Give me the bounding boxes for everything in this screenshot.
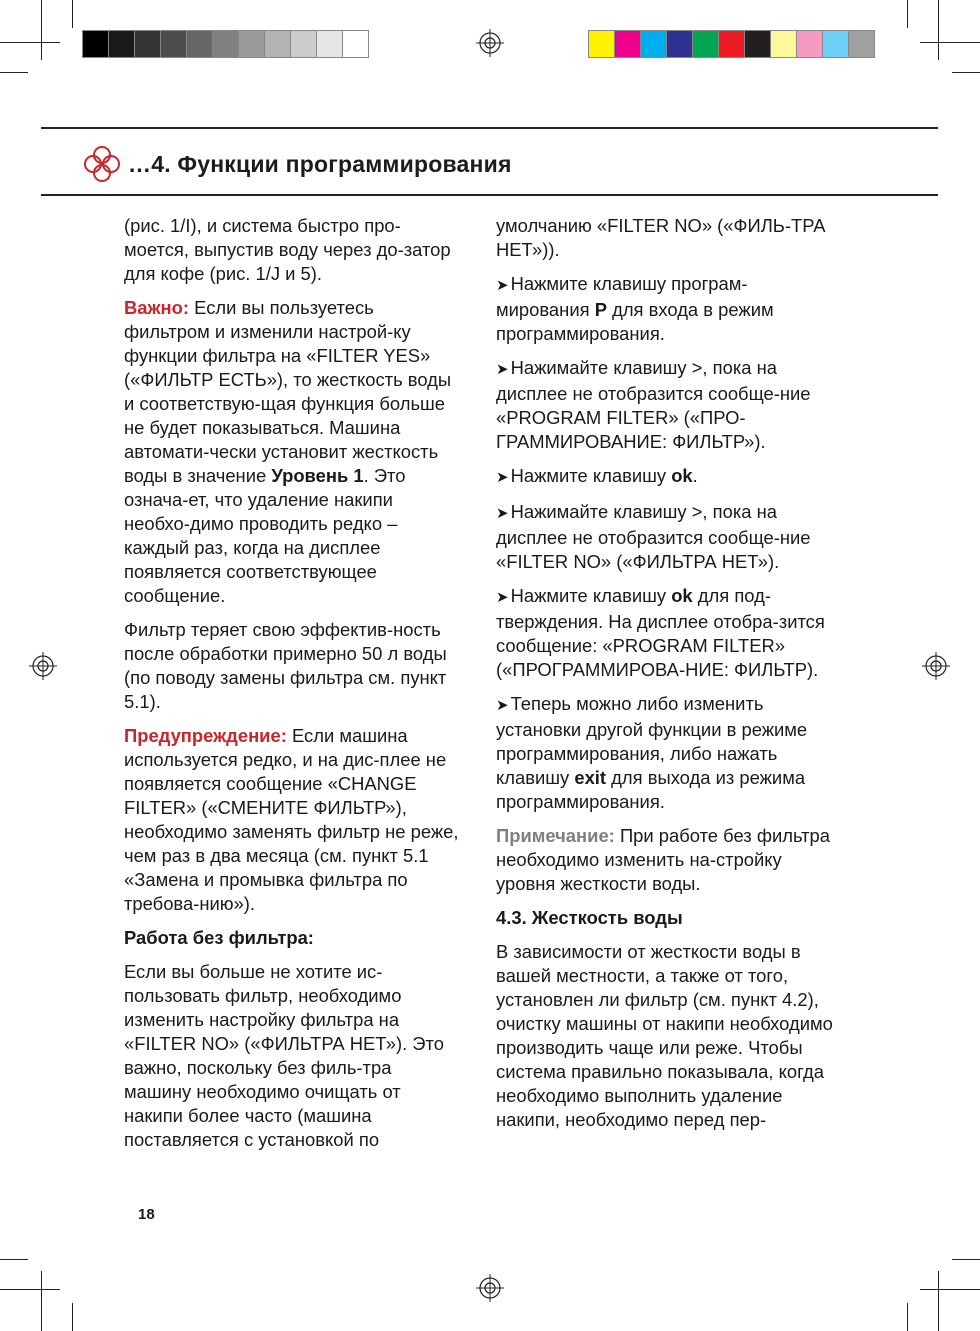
color-swatch	[134, 30, 161, 58]
important-paragraph	[124, 296, 459, 608]
important-label: Важно:	[124, 297, 190, 318]
left-column	[124, 214, 459, 1162]
color-swatch	[108, 30, 135, 58]
header-bottom-rule	[41, 194, 938, 196]
color-swatch	[186, 30, 213, 58]
crop-mark	[72, 0, 73, 28]
crop-mark	[41, 0, 42, 60]
step-item: ➤ Нажмите клавишу ok для под-тверждения. На дисплее отобра-зится сообщение: «PROGRAM FILTER» («ПРОГРАММИРОВА-НИЕ: ФИЛЬТР).	[496, 585, 825, 680]
color-swatch	[744, 30, 771, 58]
arrow-bullet-icon: ➤	[496, 361, 509, 378]
color-swatch	[588, 30, 615, 58]
color-swatch	[640, 30, 667, 58]
arrow-bullet-icon: ➤	[496, 589, 509, 606]
color-swatch	[160, 30, 187, 58]
crop-mark	[952, 1259, 980, 1260]
step-item: ➤ Нажимайте клавишу >, пока на дисплее не отобразится сообще-ние «PROGRAM FILTER» («ПРО-ГРАММИРОВАНИЕ: ФИЛЬТР»).	[496, 357, 811, 452]
color-swatch	[718, 30, 745, 58]
grayscale-calibration-bar	[82, 30, 368, 58]
color-swatch	[770, 30, 797, 58]
color-swatch	[238, 30, 265, 58]
color-swatch	[692, 30, 719, 58]
level-value: Уровень 1	[271, 465, 364, 486]
crop-mark	[0, 72, 28, 73]
crop-mark	[952, 72, 980, 73]
arrow-bullet-icon: ➤	[496, 277, 509, 294]
registration-mark-icon	[922, 652, 950, 680]
color-swatch	[212, 30, 239, 58]
important-text: Если вы пользуетесь фильтром и изменили настрой-ку функции фильтра на «FILTER YES» («ФИЛЬТР ЕСТЬ»), то жесткость воды и соответствую-щая функция больше не будет показываться. Машина автомати-чески установит жесткость воды в значение	[124, 297, 452, 486]
crop-mark	[907, 0, 908, 28]
warning-text: Если машина используется редко, и на дис-плее не появляется сообщение «CHANGE FILTER» («СМЕНИТЕ ФИЛЬТР»), необходимо заменять фильтр не реже, чем раз в два месяца (см. пункт 5.1 «Замена и промывка фильтра по требова-нию»).	[124, 725, 459, 914]
step-item: ➤ Нажмите клавишу ok.	[496, 465, 698, 486]
step-item: ➤ Нажимайте клавишу >, пока на дисплее не отобразится сообще-ние «FILTER NO» («ФИЛЬТРА НЕТ»).	[496, 501, 811, 572]
color-swatch	[822, 30, 849, 58]
note-text: При работе без фильтра необходимо изменить на-стройку уровня жесткости воды.	[496, 825, 830, 894]
section-heading: 4.3. Жесткость воды	[496, 907, 683, 928]
warning-label: Предупреждение:	[124, 725, 287, 746]
step-item: ➤ Нажмите клавишу програм-мирования P для входа в режим программирования.	[496, 273, 774, 344]
crop-mark	[0, 1259, 28, 1260]
paragraph: (рис. 1/I), и система быстро про-моется, выпустив воду через до-затор для кофе (рис. 1/J и 5).	[124, 215, 451, 284]
paragraph: Фильтр теряет свою эффектив-ность после обработки примерно 50 л воды (по поводу замены фильтра см. пункт 5.1).	[124, 619, 447, 712]
brand-flower-icon	[82, 144, 122, 184]
crop-mark	[0, 42, 60, 43]
crop-mark	[938, 0, 939, 60]
color-swatch	[342, 30, 369, 58]
paragraph: Если вы больше не хотите ис-пользовать фильтр, необходимо изменить настройку фильтра на «FILTER NO» («ФИЛЬТРА НЕТ»). Это важно, поскольку без филь-тра машину необходимо очищать от накипи более часто (машина поставляется с установкой по	[124, 961, 444, 1150]
crop-mark	[0, 1289, 60, 1290]
step-item: ➤ Теперь можно либо изменить установки другой функции в режиме программирования, либо нажать клавишу exit для выхода из режима программирования.	[496, 693, 808, 812]
registration-mark-icon	[476, 1274, 504, 1302]
crop-mark	[72, 1303, 73, 1331]
note-paragraph	[496, 824, 836, 896]
crop-mark	[41, 1271, 42, 1331]
color-swatch	[264, 30, 291, 58]
crop-mark	[907, 1303, 908, 1331]
arrow-bullet-icon: ➤	[496, 505, 509, 522]
color-swatch	[82, 30, 109, 58]
page-number: 18	[138, 1206, 155, 1223]
arrow-bullet-icon: ➤	[496, 469, 509, 486]
important-text-cont: . Это означа-ет, что удаление накипи необхо-димо проводить редко – каждый раз, когда на дисплее появляется соответствующее сообщение.	[124, 465, 406, 606]
color-swatch	[614, 30, 641, 58]
paragraph: умолчанию «FILTER NO» («ФИЛЬ-ТРА НЕТ»)).	[496, 215, 826, 260]
color-swatch	[316, 30, 343, 58]
right-column	[496, 214, 836, 1142]
subheading: Работа без фильтра:	[124, 927, 314, 948]
color-swatch	[848, 30, 875, 58]
key-label: exit	[574, 767, 607, 788]
section-header	[82, 142, 512, 186]
color-swatch	[666, 30, 693, 58]
note-label: Примечание:	[496, 825, 615, 846]
key-label: ok	[671, 465, 693, 486]
paragraph: В зависимости от жесткости воды в вашей местности, а также от того, установлен ли фильтр (см. пункт 4.2), очистку машины от накипи необходимо производить чаще или реже. Чтобы система правильно показывала, когда необходимо выполнить удаление накипи, необходимо перед пер-	[496, 941, 833, 1130]
key-label: ok	[671, 585, 693, 606]
registration-mark-icon	[476, 29, 504, 57]
arrow-bullet-icon: ➤	[496, 697, 509, 714]
color-swatch	[290, 30, 317, 58]
key-label: P	[594, 299, 607, 320]
crop-mark	[920, 1289, 980, 1290]
page-title: …4. Функции программирования	[128, 150, 512, 177]
color-swatch	[796, 30, 823, 58]
registration-mark-icon	[29, 652, 57, 680]
header-top-rule	[41, 127, 938, 129]
color-calibration-bar	[588, 30, 874, 58]
crop-mark	[920, 42, 980, 43]
warning-paragraph	[124, 724, 459, 916]
crop-mark	[938, 1271, 939, 1331]
